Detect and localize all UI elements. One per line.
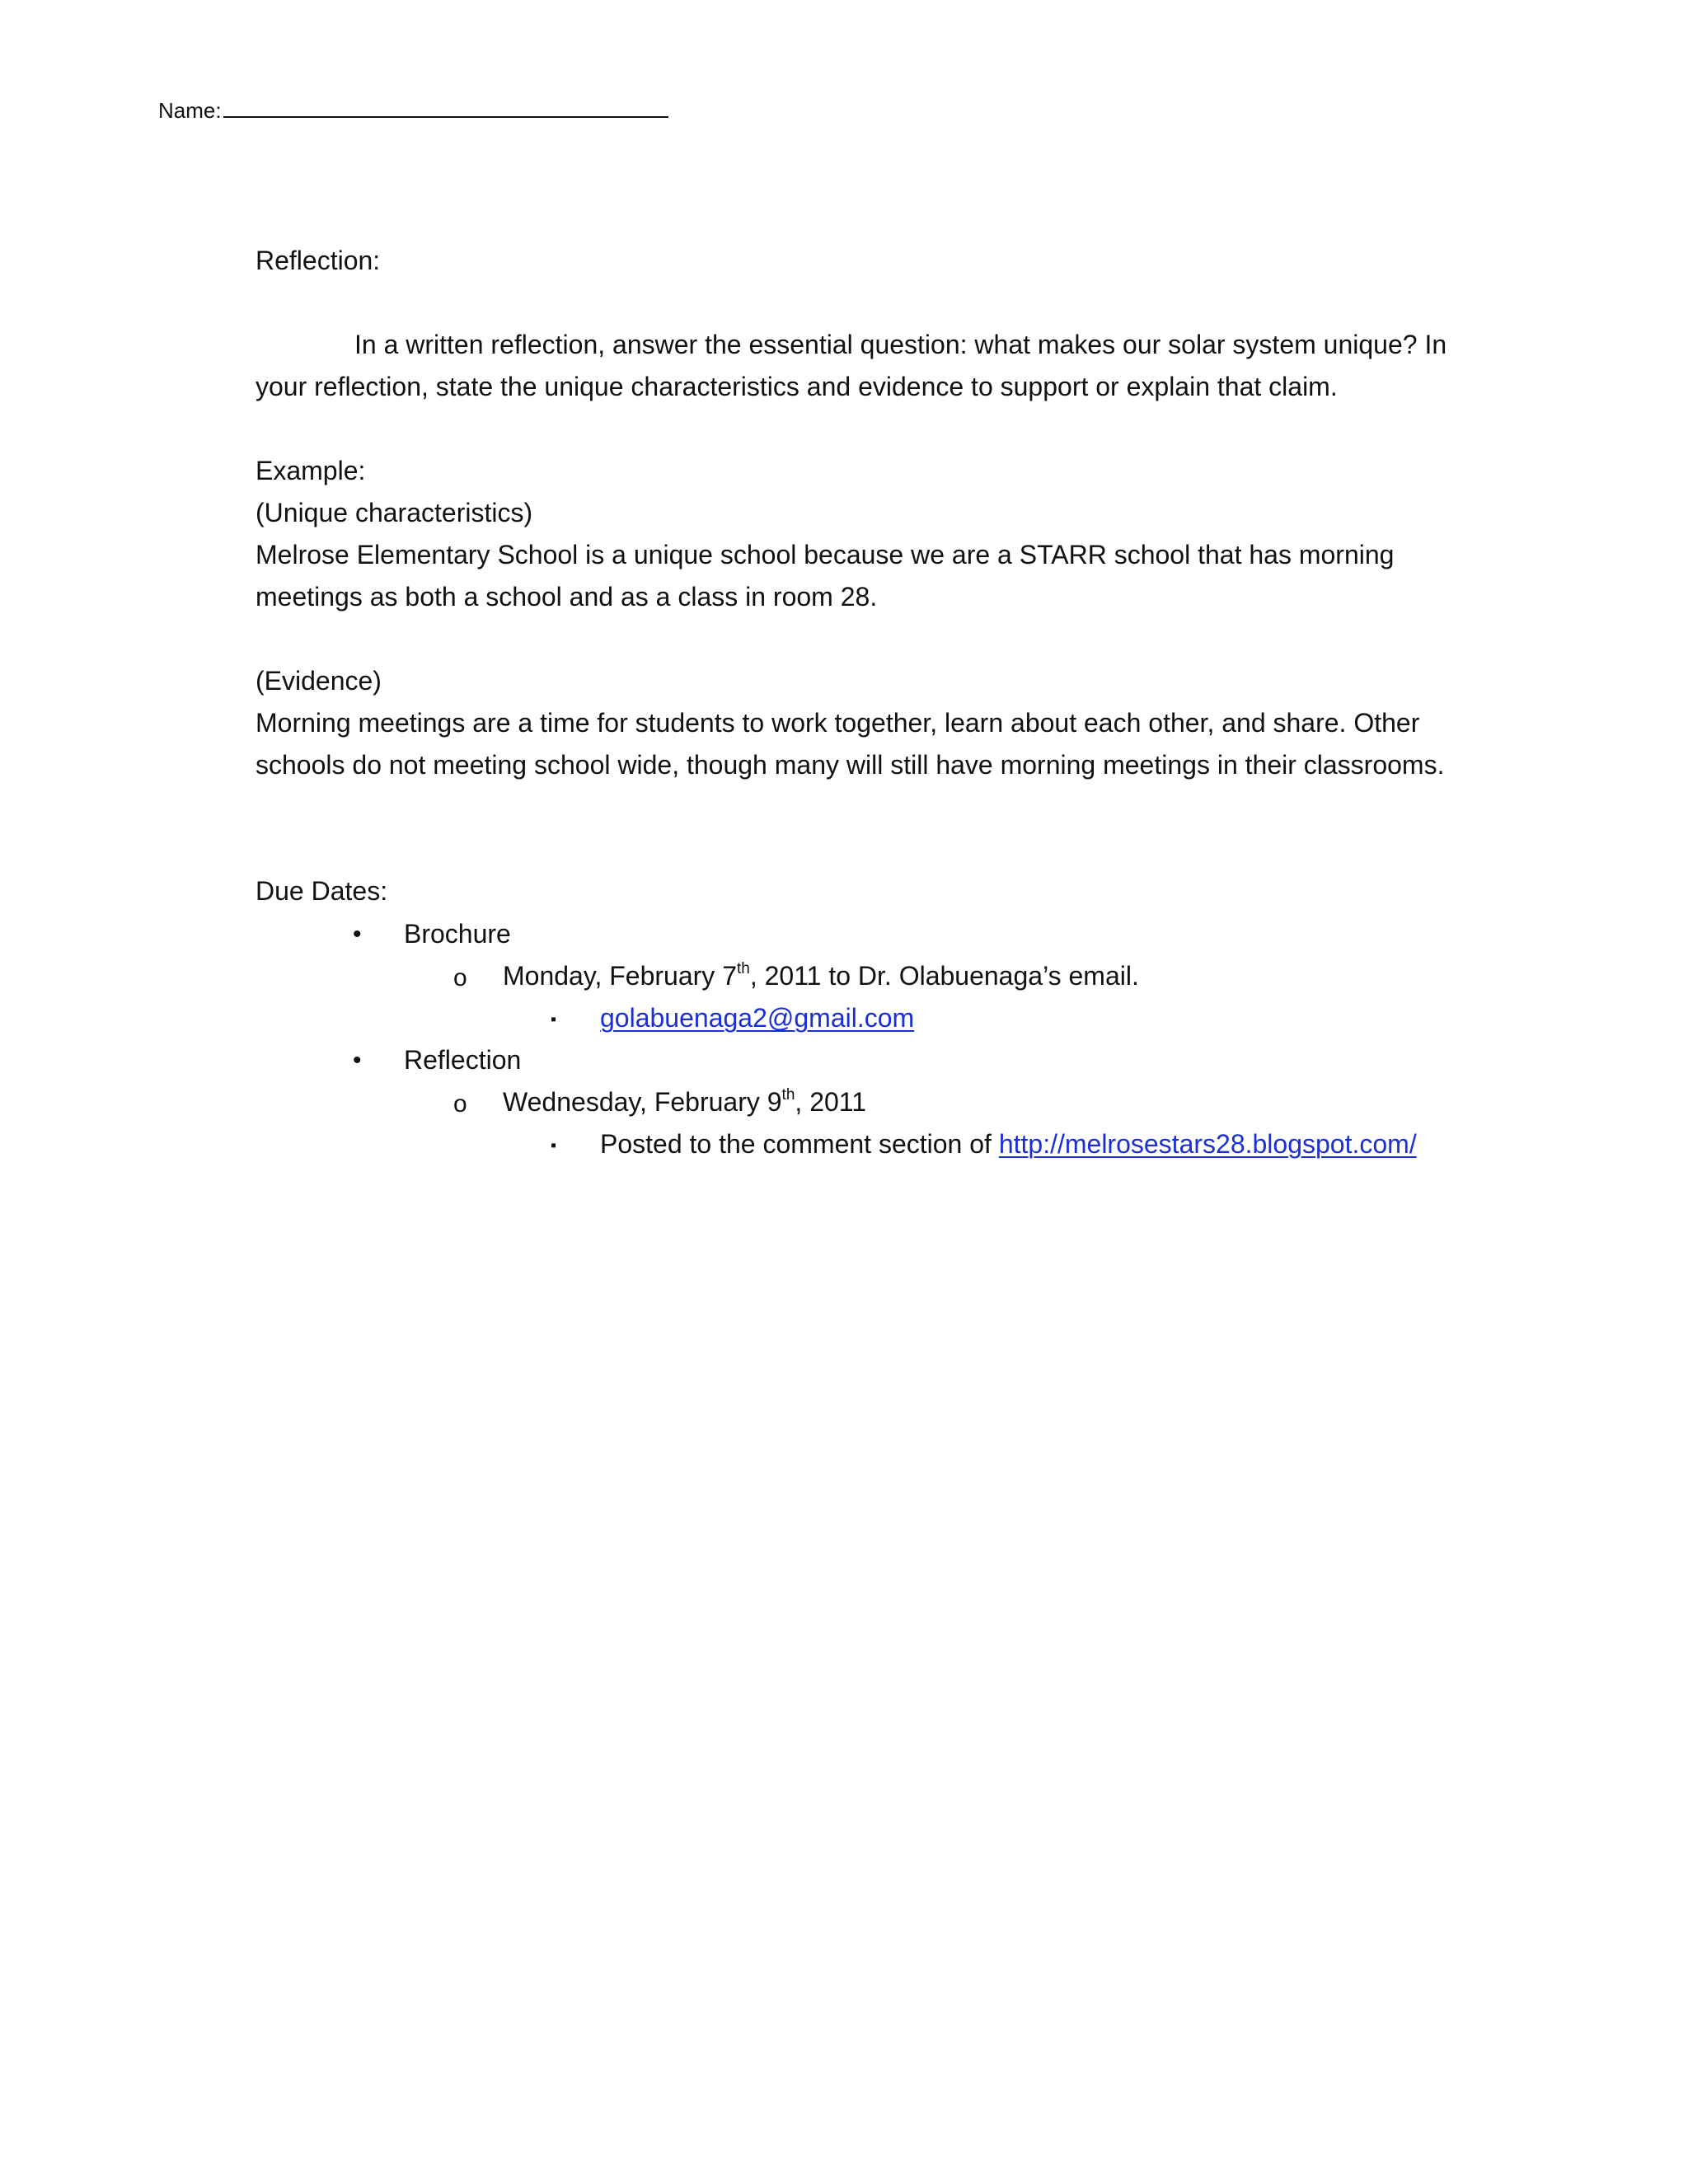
reflection-due-date bbox=[503, 1086, 866, 1117]
example-heading: Example: bbox=[256, 456, 366, 485]
square-bullet-icon: ▪ bbox=[551, 1010, 557, 1029]
circle-bullet-icon: o bbox=[453, 964, 467, 991]
evidence-line-1: Morning meetings are a time for students to work together, learn about each other, and share. Other bbox=[256, 708, 1420, 738]
name-blank-line[interactable] bbox=[223, 98, 668, 118]
brochure-due-date bbox=[503, 960, 1139, 991]
reflection-date-text: Wednesday, February 9 bbox=[503, 1087, 782, 1117]
brochure-date-text: Monday, February 7 bbox=[503, 961, 737, 991]
unique-example-line-2: meetings as both a school and as a class in room 28. bbox=[256, 582, 878, 612]
circle-bullet-icon: o bbox=[453, 1090, 467, 1118]
bullet-icon: • bbox=[353, 1047, 362, 1074]
reflection-detail-text: Posted to the comment section of bbox=[600, 1129, 999, 1159]
reflection-detail bbox=[600, 1131, 1417, 1157]
brochure-date-ordinal: th bbox=[736, 960, 750, 977]
unique-example-line-1: Melrose Elementary School is a unique school because we are a STARR school that has morning bbox=[256, 540, 1395, 569]
due-dates-heading: Due Dates: bbox=[256, 876, 388, 906]
instructions-line-1: In a written reflection, answer the essential question: what makes our solar system unique? In bbox=[354, 330, 1447, 359]
square-bullet-icon: ▪ bbox=[551, 1137, 557, 1155]
blog-link[interactable]: http://melrosestars28.blogspot.com/ bbox=[998, 1129, 1417, 1159]
evidence-label: (Evidence) bbox=[256, 666, 382, 696]
brochure-date-rest: , 2011 to Dr. Olabuenaga’s email. bbox=[749, 961, 1139, 991]
reflection-date-ordinal: th bbox=[781, 1086, 795, 1104]
reflection-heading: Reflection: bbox=[256, 246, 381, 275]
instructions-line-2: your reflection, state the unique characteristics and evidence to support or explain that claim. bbox=[256, 372, 1338, 401]
name-label: Name: bbox=[158, 98, 222, 123]
email-link[interactable]: golabuenaga2@gmail.com bbox=[600, 1003, 915, 1033]
due-item-reflection: Reflection bbox=[404, 1045, 522, 1075]
brochure-detail bbox=[600, 1005, 914, 1031]
reflection-date-rest: , 2011 bbox=[795, 1087, 866, 1117]
unique-characteristics-label: (Unique characteristics) bbox=[256, 498, 533, 527]
evidence-line-2: schools do not meeting school wide, though many will still have morning meetings in their classrooms. bbox=[256, 750, 1445, 780]
bullet-icon: • bbox=[353, 921, 362, 948]
due-item-brochure: Brochure bbox=[404, 919, 511, 949]
name-field[interactable] bbox=[158, 98, 668, 124]
